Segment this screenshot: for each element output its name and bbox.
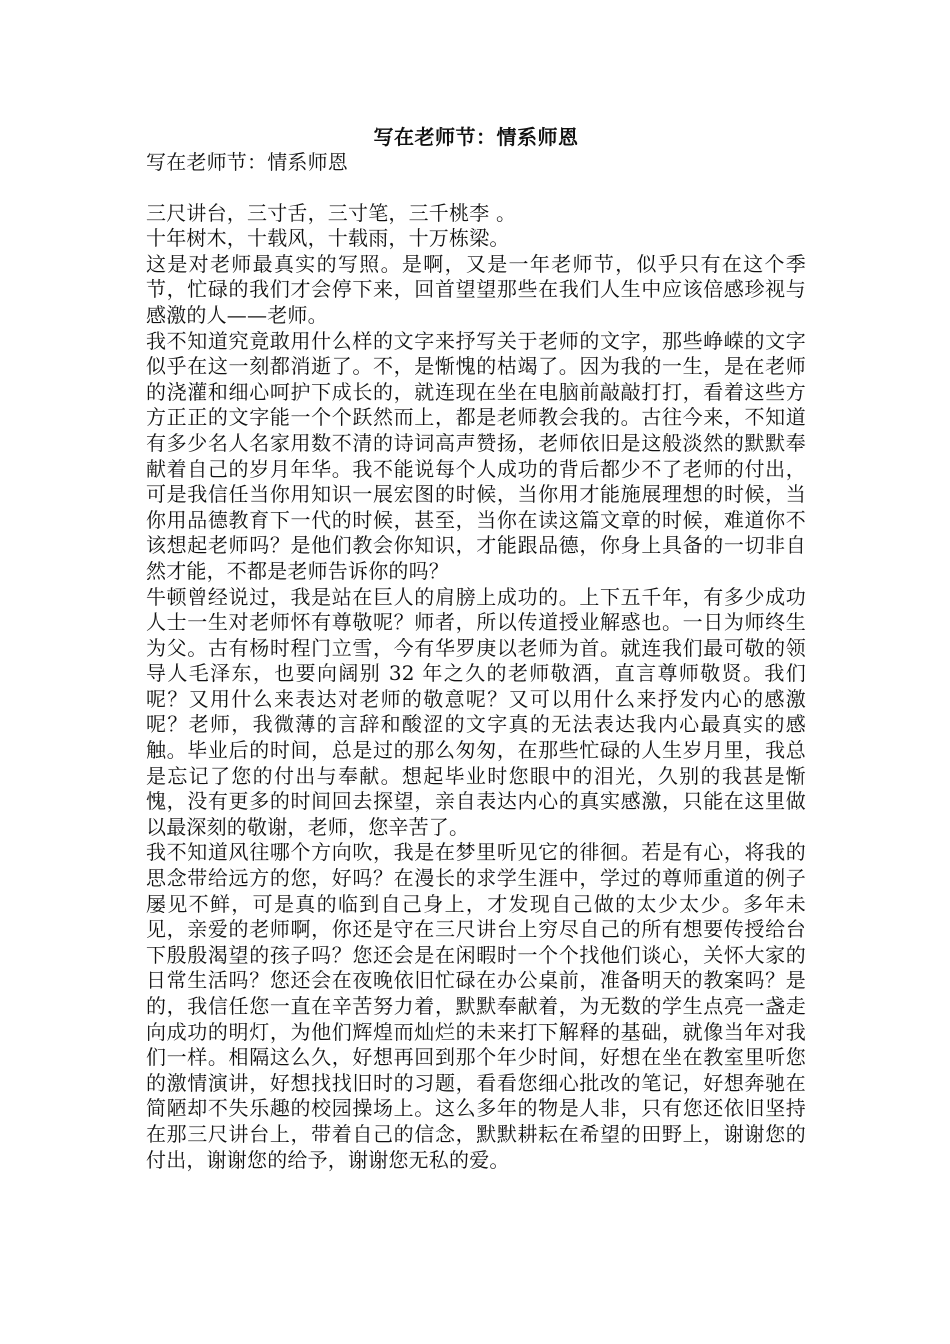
paragraph: 十年树木，十载风，十载雨，十万栋梁。 (146, 226, 510, 251)
document-title: 写在老师节：情系师恩 (373, 125, 579, 149)
paragraph: 这是对老师最真实的写照。是啊，又是一年老师节，似乎只有在这个季节，忙碌的我们才会停下来，回首望望那些在我们人生中应该倍感珍视与感激的人——老师。 (146, 251, 806, 327)
document-subtitle: 写在老师节：情系师恩 (146, 150, 348, 174)
paragraph: 我不知道风往哪个方向吹，我是在梦里听见它的徘徊。若是有心，将我的思念带给远方的您，好吗？在漫长的求学生涯中，学过的尊师重道的例子屡见不鲜，可是真的临到自己身上，才发现自己做的太少太少。多年未见，亲爱的老师啊，你还是守在三尺讲台上穷尽自己的所有想要传授给台下殷殷渴望的孩子吗？您还会是在闲暇时一个个找他们谈心，关怀大家的日常生活吗？您还会在夜晚依旧忙碌在办公桌前，准备明天的教案吗？是的，我信任您一直在辛苦努力着，默默奉献着，为无数的学生点亮一盏走向成功的明灯，为他们辉煌而灿烂的未来打下解释的基础，就像当年对我们一样。相隔这么久，好想再回到那个年少时间，好想在坐在教室里听您的激情演讲，好想找找旧时的习题，看看您细心批改的笔记，好想奔驰在简陋却不失乐趣的校园操场上。这么多年的物是人非，只有您还依旧坚持在那三尺讲台上，带着自己的信念，默默耕耘在希望的田野上，谢谢您的付出，谢谢您的给予，谢谢您无私的爱。 (146, 840, 806, 1172)
document-body (146, 150, 806, 1173)
paragraph: 我不知道究竟敢用什么样的文字来抒写关于老师的文字，那些峥嵘的文字似乎在这一刻都消逝了。不，是惭愧的枯竭了。因为我的一生，是在老师的浇灌和细心呵护下成长的，就连现在坐在电脑前敲敲打打，看着这些方方正正的文字能一个个跃然而上，都是老师教会我的。古往今来，不知道有多少名人名家用数不清的诗词高声赞扬，老师依旧是这般淡然的默默奉献着自己的岁月年华。我不能说每个人成功的背后都少不了老师的付出，可是我信任当你用知识一展宏图的时候，当你用才能施展理想的时候，当你用品德教育下一代的时候，甚至，当你在读这篇文章的时候，难道你不该想起老师吗？是他们教会你知识，才能跟品德，你身上具备的一切非自然才能，不都是老师告诉你的吗？ (146, 328, 806, 583)
document-page (146, 124, 806, 1173)
paragraph: 牛顿曾经说过，我是站在巨人的肩膀上成功的。上下五千年，有多少成功人士一生对老师怀有尊敬呢？师者，所以传道授业解惑也。一日为师终生为父。古有杨时程门立雪，今有华罗庚以老师为首。就连我们最可敬的领导人毛泽东，也要向阔别 32 年之久的老师敬酒，直言尊师敬贤。我们呢？又用什么来表达对老师的敬意呢？又可以用什么来抒发内心的感激呢？老师，我微薄的言辞和酸涩的文字真的无法表达我内心最真实的感触。毕业后的时间，总是过的那么匆匆，在那些忙碌的人生岁月里，我总是忘记了您的付出与奉献。想起毕业时您眼中的泪光，久别的我甚是惭愧，没有更多的时间回去探望，亲自表达内心的真实感激，只能在这里做以最深刻的敬谢，老师，您辛苦了。 (146, 584, 806, 839)
paragraph: 三尺讲台，三寸舌，三寸笔，三千桃李 。 (146, 200, 517, 225)
